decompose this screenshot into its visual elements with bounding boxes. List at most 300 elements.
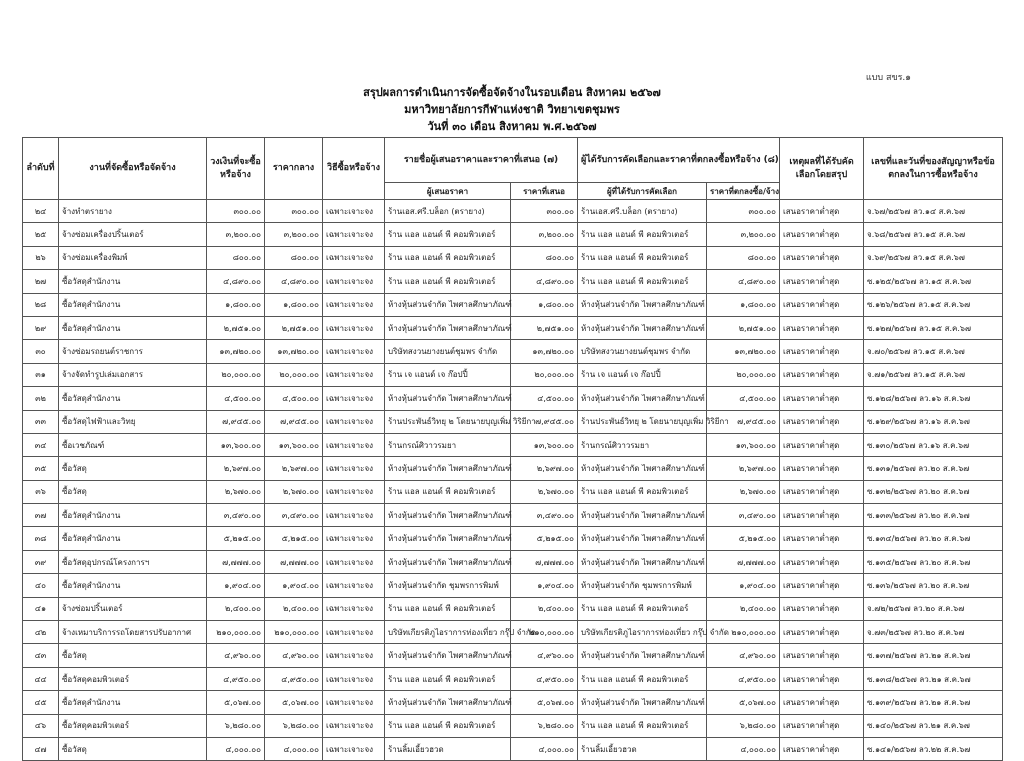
cell-item: จ้างเหมาบริการรถโดยสารปรับอากาศ <box>59 621 207 644</box>
cell-agreed-price: ๒,๖๙๗.๐๐ <box>707 457 780 480</box>
cell-no: ๒๖ <box>23 246 59 269</box>
cell-item: ซื้อวัสดุคอมพิวเตอร์ <box>59 714 207 737</box>
cell-median: ๓,๔๙๐.๐๐ <box>265 504 323 527</box>
cell-budget: ๔,๐๐๐.๐๐ <box>207 737 265 760</box>
header-method: วิธีซื้อหรือจ้าง <box>323 138 385 200</box>
cell-item: ซื้อวัสดุสำนักงาน <box>59 504 207 527</box>
cell-item: ซื้อวัสดุ <box>59 644 207 667</box>
cell-method: เฉพาะเจาะจง <box>323 644 385 667</box>
cell-bidder: บริษัทสงวนยางยนต์ชุมพร จำกัด <box>385 340 511 363</box>
cell-winner: ร้าน แอล แอนด์ พี คอมพิวเตอร์ <box>578 667 707 690</box>
cell-contract: ซ.๑๓๑/๒๕๖๗ ลว.๒๐ ส.ค.๖๗ <box>864 457 1003 480</box>
cell-agreed-price: ๒,๖๗๐.๐๐ <box>707 480 780 503</box>
cell-bid-price: ๗,๙๔๕.๐๐ <box>511 410 578 433</box>
cell-budget: ๑๓,๖๐๐.๐๐ <box>207 433 265 456</box>
cell-no: ๔๖ <box>23 714 59 737</box>
cell-contract: ซ.๑๓๓/๒๕๖๗ ลว.๒๐ ส.ค.๖๗ <box>864 504 1003 527</box>
cell-median: ๒๐,๐๐๐.๐๐ <box>265 363 323 386</box>
table-row <box>23 550 1003 573</box>
cell-bid-price: ๔,๙๖๐.๐๐ <box>511 644 578 667</box>
cell-bid-price: ๒,๖๙๗.๐๐ <box>511 457 578 480</box>
cell-agreed-price: ๒,๗๕๑.๐๐ <box>707 316 780 339</box>
cell-method: เฉพาะเจาะจง <box>323 457 385 480</box>
cell-agreed-price: ๒๑๐,๐๐๐.๐๐ <box>707 621 780 644</box>
cell-bidder: ร้าน แอล แอนด์ พี คอมพิวเตอร์ <box>385 714 511 737</box>
cell-method: เฉพาะเจาะจง <box>323 433 385 456</box>
cell-bid-price: ๒๑๐,๐๐๐.๐๐ <box>511 621 578 644</box>
cell-median: ๕,๐๖๗.๐๐ <box>265 691 323 714</box>
cell-contract: ซ.๑๔๐/๒๕๖๗ ลว.๒๑ ส.ค.๖๗ <box>864 714 1003 737</box>
table-row <box>23 644 1003 667</box>
cell-median: ๑๓,๖๐๐.๐๐ <box>265 433 323 456</box>
cell-no: ๔๑ <box>23 597 59 620</box>
cell-no: ๓๖ <box>23 480 59 503</box>
table-row <box>23 457 1003 480</box>
cell-winner: ร้านลิ้มเอี้ยวฮวด <box>578 737 707 760</box>
cell-method: เฉพาะเจาะจง <box>323 550 385 573</box>
cell-contract: ซ.๑๓๒/๒๕๖๗ ลว.๒๐ ส.ค.๖๗ <box>864 480 1003 503</box>
cell-bidder: ร้าน เจ แอนด์ เจ ก๊อปปี้ <box>385 363 511 386</box>
cell-no: ๒๔ <box>23 200 59 223</box>
cell-winner: ร้าน แอล แอนด์ พี คอมพิวเตอร์ <box>578 714 707 737</box>
cell-contract: ซ.๑๔๑/๒๕๖๗ ลว.๒๒ ส.ค.๖๗ <box>864 737 1003 760</box>
cell-budget: ๓,๔๙๐.๐๐ <box>207 504 265 527</box>
cell-no: ๓๐ <box>23 340 59 363</box>
cell-reason: เสนอราคาต่ำสุด <box>780 363 864 386</box>
table-row <box>23 597 1003 620</box>
cell-method: เฉพาะเจาะจง <box>323 200 385 223</box>
cell-bid-price: ๑,๘๐๐.๐๐ <box>511 293 578 316</box>
cell-item: ซื้อวัสดุ <box>59 480 207 503</box>
cell-reason: เสนอราคาต่ำสุด <box>780 574 864 597</box>
cell-median: ๑,๙๐๔.๐๐ <box>265 574 323 597</box>
cell-bidder: บริษัทเกียรติภูไอราการท่องเที่ยว กรุ๊ป จำกัด <box>385 621 511 644</box>
cell-bid-price: ๓๐๐.๐๐ <box>511 200 578 223</box>
cell-median: ๗,๙๔๕.๐๐ <box>265 410 323 433</box>
form-code: แบบ สขร.๑ <box>865 73 911 83</box>
cell-method: เฉพาะเจาะจง <box>323 340 385 363</box>
cell-item: ซื้อวัสดุสำนักงาน <box>59 316 207 339</box>
cell-bidder: ห้างหุ้นส่วนจำกัด ไพศาลศึกษาภัณฑ์ <box>385 504 511 527</box>
cell-bidder: ร้าน แอล แอนด์ พี คอมพิวเตอร์ <box>385 597 511 620</box>
cell-contract: จ.๖๗/๒๕๖๗ ลว.๑๔ ส.ค.๖๗ <box>864 200 1003 223</box>
cell-agreed-price: ๖,๒๘๐.๐๐ <box>707 714 780 737</box>
cell-budget: ๓,๒๐๐.๐๐ <box>207 223 265 246</box>
cell-method: เฉพาะเจาะจง <box>323 504 385 527</box>
cell-method: เฉพาะเจาะจง <box>323 621 385 644</box>
cell-agreed-price: ๓๐๐.๐๐ <box>707 200 780 223</box>
cell-budget: ๗,๗๗๗.๐๐ <box>207 550 265 573</box>
cell-winner: ห้างหุ้นส่วนจำกัด ไพศาลศึกษาภัณฑ์ <box>578 550 707 573</box>
cell-agreed-price: ๓,๒๐๐.๐๐ <box>707 223 780 246</box>
cell-budget: ๕,๐๖๗.๐๐ <box>207 691 265 714</box>
cell-method: เฉพาะเจาะจง <box>323 387 385 410</box>
cell-contract: ซ.๑๓๙/๒๕๖๗ ลว.๒๑ ส.ค.๖๗ <box>864 691 1003 714</box>
cell-reason: เสนอราคาต่ำสุด <box>780 621 864 644</box>
cell-method: เฉพาะเจาะจง <box>323 293 385 316</box>
cell-budget: ๔,๘๙๐.๐๐ <box>207 270 265 293</box>
cell-agreed-price: ๔,๙๕๐.๐๐ <box>707 667 780 690</box>
cell-item: จ้างซ่อมเครื่องปริ้นเตอร์ <box>59 223 207 246</box>
cell-bidder: ห้างหุ้นส่วนจำกัด ไพศาลศึกษาภัณฑ์ <box>385 316 511 339</box>
cell-method: เฉพาะเจาะจง <box>323 737 385 760</box>
cell-agreed-price: ๑๓,๖๐๐.๐๐ <box>707 433 780 456</box>
cell-agreed-price: ๗,๗๗๗.๐๐ <box>707 550 780 573</box>
cell-item: ซื้อวัสดุอุปกรณ์โครงการฯ <box>59 550 207 573</box>
cell-agreed-price: ๓,๔๙๐.๐๐ <box>707 504 780 527</box>
cell-bidder: ร้าน แอล แอนด์ พี คอมพิวเตอร์ <box>385 246 511 269</box>
header-winner: ผู้ได้รับการคัดเลือกและราคาที่ตกลงซื้อหรือจ้าง (๘) <box>578 138 780 183</box>
cell-bid-price: ๔,๕๐๐.๐๐ <box>511 387 578 410</box>
cell-reason: เสนอราคาต่ำสุด <box>780 200 864 223</box>
cell-contract: ซ.๑๓๘/๒๕๖๗ ลว.๒๑ ส.ค.๖๗ <box>864 667 1003 690</box>
cell-budget: ๗,๙๔๕.๐๐ <box>207 410 265 433</box>
cell-item: ซื้อวัสดุ <box>59 457 207 480</box>
cell-winner: ร้านเอส.ศรี.บล็อก (ตรายาง) <box>578 200 707 223</box>
header-bidders: รายชื่อผู้เสนอราคาและราคาที่เสนอ (๗) <box>385 138 578 183</box>
cell-item: ซื้อวัสดุสำนักงาน <box>59 293 207 316</box>
table-row <box>23 293 1003 316</box>
cell-reason: เสนอราคาต่ำสุด <box>780 644 864 667</box>
table-row <box>23 410 1003 433</box>
cell-method: เฉพาะเจาะจง <box>323 223 385 246</box>
cell-method: เฉพาะเจาะจง <box>323 316 385 339</box>
cell-agreed-price: ๕,๐๖๗.๐๐ <box>707 691 780 714</box>
cell-reason: เสนอราคาต่ำสุด <box>780 316 864 339</box>
cell-method: เฉพาะเจาะจง <box>323 363 385 386</box>
cell-winner: บริษัทสงวนยางยนต์ชุมพร จำกัด <box>578 340 707 363</box>
title-date: วันที่ ๓๐ เดือน สิงหาคม พ.ศ.๒๕๖๗ <box>427 120 597 133</box>
cell-reason: เสนอราคาต่ำสุด <box>780 410 864 433</box>
cell-agreed-price: ๘๐๐.๐๐ <box>707 246 780 269</box>
cell-method: เฉพาะเจาะจง <box>323 714 385 737</box>
cell-median: ๕,๒๑๕.๐๐ <box>265 527 323 550</box>
cell-agreed-price: ๒,๔๐๐.๐๐ <box>707 597 780 620</box>
table-row <box>23 691 1003 714</box>
cell-no: ๓๑ <box>23 363 59 386</box>
cell-median: ๓๐๐.๐๐ <box>265 200 323 223</box>
cell-contract: จ.๗๒/๒๕๖๗ ลว.๒๐ ส.ค.๖๗ <box>864 597 1003 620</box>
cell-bidder: ห้างหุ้นส่วนจำกัด ไพศาลศึกษาภัณฑ์ <box>385 387 511 410</box>
cell-method: เฉพาะเจาะจง <box>323 574 385 597</box>
cell-median: ๒,๔๐๐.๐๐ <box>265 597 323 620</box>
cell-budget: ๒,๔๐๐.๐๐ <box>207 597 265 620</box>
cell-bid-price: ๕,๒๑๕.๐๐ <box>511 527 578 550</box>
cell-bid-price: ๓,๔๙๐.๐๐ <box>511 504 578 527</box>
cell-contract: ซ.๑๓๕/๒๕๖๗ ลว.๒๐ ส.ค.๖๗ <box>864 550 1003 573</box>
cell-reason: เสนอราคาต่ำสุด <box>780 293 864 316</box>
cell-bid-price: ๒๐,๐๐๐.๐๐ <box>511 363 578 386</box>
cell-no: ๒๗ <box>23 270 59 293</box>
cell-item: จ้างซ่อมเครื่องพิมพ์ <box>59 246 207 269</box>
cell-contract: ซ.๑๓๖/๒๕๖๗ ลว.๒๐ ส.ค.๖๗ <box>864 574 1003 597</box>
cell-median: ๔,๕๐๐.๐๐ <box>265 387 323 410</box>
header-sub-winner: ผู้ที่ได้รับการคัดเลือก <box>578 183 707 200</box>
cell-no: ๓๕ <box>23 457 59 480</box>
cell-bidder: ห้างหุ้นส่วนจำกัด ไพศาลศึกษาภัณฑ์ <box>385 644 511 667</box>
header-contract: เลขที่และวันที่ของสัญญาหรือข้อตกลงในการซื้อหรือจ้าง <box>864 138 1003 200</box>
cell-no: ๔๓ <box>23 644 59 667</box>
table-body <box>23 200 1003 761</box>
cell-reason: เสนอราคาต่ำสุด <box>780 597 864 620</box>
cell-bidder: ห้างหุ้นส่วนจำกัด ไพศาลศึกษาภัณฑ์ <box>385 457 511 480</box>
cell-agreed-price: ๔,๘๙๐.๐๐ <box>707 270 780 293</box>
cell-contract: จ.๗๓/๒๕๖๗ ลว.๒๐ ส.ค.๖๗ <box>864 621 1003 644</box>
cell-winner: ห้างหุ้นส่วนจำกัด ไพศาลศึกษาภัณฑ์ <box>578 293 707 316</box>
cell-agreed-price: ๔,๐๐๐.๐๐ <box>707 737 780 760</box>
cell-no: ๓๓ <box>23 410 59 433</box>
cell-median: ๓,๒๐๐.๐๐ <box>265 223 323 246</box>
cell-budget: ๒๐,๐๐๐.๐๐ <box>207 363 265 386</box>
table-row <box>23 527 1003 550</box>
cell-budget: ๑,๙๐๔.๐๐ <box>207 574 265 597</box>
table-row <box>23 667 1003 690</box>
cell-item: ซื้อวัสดุสำนักงาน <box>59 574 207 597</box>
cell-no: ๓๔ <box>23 433 59 456</box>
cell-item: ซื้อวัสดุสำนักงาน <box>59 527 207 550</box>
cell-contract: ซ.๑๒๖/๒๕๖๗ ลว.๑๕ ส.ค.๖๗ <box>864 293 1003 316</box>
cell-budget: ๓๐๐.๐๐ <box>207 200 265 223</box>
cell-item: ซื้อเวชภัณฑ์ <box>59 433 207 456</box>
cell-no: ๓๗ <box>23 504 59 527</box>
cell-winner: ร้าน แอล แอนด์ พี คอมพิวเตอร์ <box>578 223 707 246</box>
cell-contract: ซ.๑๒๗/๒๕๖๗ ลว.๑๕ ส.ค.๖๗ <box>864 316 1003 339</box>
cell-bidder: ห้างหุ้นส่วนจำกัด ไพศาลศึกษาภัณฑ์ <box>385 691 511 714</box>
cell-winner: ห้างหุ้นส่วนจำกัด ไพศาลศึกษาภัณฑ์ <box>578 691 707 714</box>
title-university: มหาวิทยาลัยการกีฬาแห่งชาติ วิทยาเขตชุมพร <box>404 103 620 116</box>
cell-bidder: ห้างหุ้นส่วนจำกัด ไพศาลศึกษาภัณฑ์ <box>385 527 511 550</box>
header-sub-bid-price: ราคาที่เสนอ <box>511 183 578 200</box>
cell-contract: ซ.๑๒๘/๒๕๖๗ ลว.๑๖ ส.ค.๖๗ <box>864 387 1003 410</box>
cell-budget: ๔,๙๖๐.๐๐ <box>207 644 265 667</box>
cell-median: ๒,๗๕๑.๐๐ <box>265 316 323 339</box>
cell-winner: ห้างหุ้นส่วนจำกัด ไพศาลศึกษาภัณฑ์ <box>578 527 707 550</box>
cell-method: เฉพาะเจาะจง <box>323 597 385 620</box>
cell-no: ๔๗ <box>23 737 59 760</box>
procurement-table <box>22 137 1003 761</box>
cell-no: ๔๕ <box>23 691 59 714</box>
cell-winner: ร้าน แอล แอนด์ พี คอมพิวเตอร์ <box>578 246 707 269</box>
table-row <box>23 574 1003 597</box>
cell-reason: เสนอราคาต่ำสุด <box>780 504 864 527</box>
cell-bidder: ร้านกรณ์ศิวาวรมยา <box>385 433 511 456</box>
cell-reason: เสนอราคาต่ำสุด <box>780 223 864 246</box>
cell-contract: ซ.๑๓๐/๒๕๖๗ ลว.๑๖ ส.ค.๖๗ <box>864 433 1003 456</box>
cell-reason: เสนอราคาต่ำสุด <box>780 340 864 363</box>
cell-method: เฉพาะเจาะจง <box>323 480 385 503</box>
cell-agreed-price: ๕,๒๑๕.๐๐ <box>707 527 780 550</box>
cell-median: ๒,๖๙๗.๐๐ <box>265 457 323 480</box>
cell-agreed-price: ๒๐,๐๐๐.๐๐ <box>707 363 780 386</box>
cell-bid-price: ๑๓,๖๐๐.๐๐ <box>511 433 578 456</box>
cell-reason: เสนอราคาต่ำสุด <box>780 714 864 737</box>
cell-method: เฉพาะเจาะจง <box>323 410 385 433</box>
cell-winner: ห้างหุ้นส่วนจำกัด ไพศาลศึกษาภัณฑ์ <box>578 387 707 410</box>
document-titles <box>0 84 1024 135</box>
cell-item: ซื้อวัสดุสำนักงาน <box>59 387 207 410</box>
cell-contract: จ.๗๑/๒๕๖๗ ลว.๑๕ ส.ค.๖๗ <box>864 363 1003 386</box>
header-sub-bidder: ผู้เสนอราคา <box>385 183 511 200</box>
table-row <box>23 270 1003 293</box>
cell-median: ๔,๐๐๐.๐๐ <box>265 737 323 760</box>
cell-budget: ๒๑๐,๐๐๐.๐๐ <box>207 621 265 644</box>
cell-bid-price: ๔,๙๕๐.๐๐ <box>511 667 578 690</box>
cell-item: ซื้อวัสดุคอมพิวเตอร์ <box>59 667 207 690</box>
cell-budget: ๕,๒๑๕.๐๐ <box>207 527 265 550</box>
cell-method: เฉพาะเจาะจง <box>323 246 385 269</box>
cell-bidder: ร้านเอส.ศรี.บล็อก (ตรายาง) <box>385 200 511 223</box>
cell-winner: ร้าน เจ แอนด์ เจ ก๊อปปี้ <box>578 363 707 386</box>
cell-bidder: ร้าน แอล แอนด์ พี คอมพิวเตอร์ <box>385 223 511 246</box>
cell-winner: ห้างหุ้นส่วนจำกัด ไพศาลศึกษาภัณฑ์ <box>578 316 707 339</box>
cell-bid-price: ๗,๗๗๗.๐๐ <box>511 550 578 573</box>
table-row <box>23 246 1003 269</box>
cell-winner: ร้านประพันธ์วิทยุ ๒ โดยนายบุญเพิ่ม วิริยีกา <box>578 410 707 433</box>
cell-no: ๔๔ <box>23 667 59 690</box>
cell-no: ๒๘ <box>23 293 59 316</box>
cell-no: ๔๒ <box>23 621 59 644</box>
table-row <box>23 714 1003 737</box>
cell-budget: ๒,๖๙๗.๐๐ <box>207 457 265 480</box>
cell-bidder: ร้านประพันธ์วิทยุ ๒ โดยนายบุญเพิ่ม วิริยีกา <box>385 410 511 433</box>
cell-bidder: ร้านลิ้มเอี้ยวฮวด <box>385 737 511 760</box>
table-row <box>23 504 1003 527</box>
cell-method: เฉพาะเจาะจง <box>323 270 385 293</box>
table-row <box>23 200 1003 223</box>
cell-agreed-price: ๑,๘๐๐.๐๐ <box>707 293 780 316</box>
cell-bid-price: ๒,๗๕๑.๐๐ <box>511 316 578 339</box>
cell-contract: จ.๗๐/๒๕๖๗ ลว.๑๕ ส.ค.๖๗ <box>864 340 1003 363</box>
cell-budget: ๒,๗๕๑.๐๐ <box>207 316 265 339</box>
cell-bid-price: ๔,๘๙๐.๐๐ <box>511 270 578 293</box>
cell-bid-price: ๔,๐๐๐.๐๐ <box>511 737 578 760</box>
cell-bidder: ห้างหุ้นส่วนจำกัด ไพศาลศึกษาภัณฑ์ <box>385 550 511 573</box>
cell-item: ซื้อวัสดุ <box>59 737 207 760</box>
table-row <box>23 387 1003 410</box>
cell-bid-price: ๓,๒๐๐.๐๐ <box>511 223 578 246</box>
cell-item: ซื้อวัสดุสำนักงาน <box>59 270 207 293</box>
table-row <box>23 480 1003 503</box>
cell-no: ๓๘ <box>23 527 59 550</box>
cell-bidder: ร้าน แอล แอนด์ พี คอมพิวเตอร์ <box>385 270 511 293</box>
cell-agreed-price: ๔,๕๐๐.๐๐ <box>707 387 780 410</box>
cell-reason: เสนอราคาต่ำสุด <box>780 737 864 760</box>
cell-budget: ๔,๙๕๐.๐๐ <box>207 667 265 690</box>
cell-winner: ร้าน แอล แอนด์ พี คอมพิวเตอร์ <box>578 597 707 620</box>
cell-budget: ๔,๕๐๐.๐๐ <box>207 387 265 410</box>
cell-winner: ห้างหุ้นส่วนจำกัด ไพศาลศึกษาภัณฑ์ <box>578 457 707 480</box>
cell-budget: ๑,๘๐๐.๐๐ <box>207 293 265 316</box>
cell-reason: เสนอราคาต่ำสุด <box>780 387 864 410</box>
cell-bid-price: ๘๐๐.๐๐ <box>511 246 578 269</box>
cell-contract: ซ.๑๓๗/๒๕๖๗ ลว.๒๑ ส.ค.๖๗ <box>864 644 1003 667</box>
table-row <box>23 621 1003 644</box>
table-row <box>23 223 1003 246</box>
cell-winner: ห้างหุ้นส่วนจำกัด ไพศาลศึกษาภัณฑ์ <box>578 644 707 667</box>
cell-reason: เสนอราคาต่ำสุด <box>780 246 864 269</box>
cell-bid-price: ๒,๔๐๐.๐๐ <box>511 597 578 620</box>
cell-median: ๒๑๐,๐๐๐.๐๐ <box>265 621 323 644</box>
cell-method: เฉพาะเจาะจง <box>323 527 385 550</box>
cell-median: ๘๐๐.๐๐ <box>265 246 323 269</box>
cell-median: ๖,๒๘๐.๐๐ <box>265 714 323 737</box>
cell-item: ซื้อวัสดุไฟฟ้าและวิทยุ <box>59 410 207 433</box>
header-sub-agreed-price: ราคาที่ตกลงซื้อ/จ้าง <box>707 183 780 200</box>
cell-bid-price: ๑๓,๗๒๐.๐๐ <box>511 340 578 363</box>
cell-contract: ซ.๑๒๙/๒๕๖๗ ลว.๑๖ ส.ค.๖๗ <box>864 410 1003 433</box>
cell-contract: จ.๖๙/๒๕๖๗ ลว.๑๕ ส.ค.๖๗ <box>864 246 1003 269</box>
header-item: งานที่จัดซื้อหรือจัดจ้าง <box>59 138 207 200</box>
cell-winner: ห้างหุ้นส่วนจำกัด ไพศาลศึกษาภัณฑ์ <box>578 504 707 527</box>
cell-reason: เสนอราคาต่ำสุด <box>780 691 864 714</box>
cell-agreed-price: ๑๓,๗๒๐.๐๐ <box>707 340 780 363</box>
cell-bid-price: ๖,๒๘๐.๐๐ <box>511 714 578 737</box>
cell-budget: ๖,๒๘๐.๐๐ <box>207 714 265 737</box>
cell-median: ๑๓,๗๒๐.๐๐ <box>265 340 323 363</box>
cell-bid-price: ๕,๐๖๗.๐๐ <box>511 691 578 714</box>
table-row <box>23 316 1003 339</box>
cell-reason: เสนอราคาต่ำสุด <box>780 457 864 480</box>
cell-reason: เสนอราคาต่ำสุด <box>780 433 864 456</box>
table-row <box>23 340 1003 363</box>
cell-item: จ้างจัดทำรูปเล่มเอกสาร <box>59 363 207 386</box>
cell-method: เฉพาะเจาะจง <box>323 691 385 714</box>
cell-reason: เสนอราคาต่ำสุด <box>780 480 864 503</box>
cell-bidder: ร้าน แอล แอนด์ พี คอมพิวเตอร์ <box>385 480 511 503</box>
cell-winner: ร้านกรณ์ศิวาวรมยา <box>578 433 707 456</box>
cell-median: ๔,๙๕๐.๐๐ <box>265 667 323 690</box>
cell-contract: จ.๖๘/๒๕๖๗ ลว.๑๕ ส.ค.๖๗ <box>864 223 1003 246</box>
table-row <box>23 433 1003 456</box>
cell-winner: ห้างหุ้นส่วนจำกัด ชุมพรการพิมพ์ <box>578 574 707 597</box>
cell-budget: ๘๐๐.๐๐ <box>207 246 265 269</box>
cell-contract: ซ.๑๓๔/๒๕๖๗ ลว.๒๐ ส.ค.๖๗ <box>864 527 1003 550</box>
cell-bid-price: ๑,๙๐๔.๐๐ <box>511 574 578 597</box>
cell-bid-price: ๒,๖๗๐.๐๐ <box>511 480 578 503</box>
cell-agreed-price: ๗,๙๔๕.๐๐ <box>707 410 780 433</box>
cell-bidder: ร้าน แอล แอนด์ พี คอมพิวเตอร์ <box>385 667 511 690</box>
title-summary: สรุปผลการดำเนินการจัดซื้อจัดจ้างในรอบเดือน สิงหาคม ๒๕๖๗ <box>363 86 661 99</box>
cell-winner: ร้าน แอล แอนด์ พี คอมพิวเตอร์ <box>578 480 707 503</box>
header-budget: วงเงินที่จะซื้อหรือจ้าง <box>207 138 265 200</box>
cell-reason: เสนอราคาต่ำสุด <box>780 270 864 293</box>
header-reason: เหตุผลที่ได้รับคัดเลือกโดยสรุป <box>780 138 864 200</box>
cell-budget: ๒,๖๗๐.๐๐ <box>207 480 265 503</box>
cell-median: ๑,๘๐๐.๐๐ <box>265 293 323 316</box>
cell-bidder: ห้างหุ้นส่วนจำกัด ไพศาลศึกษาภัณฑ์ <box>385 293 511 316</box>
header-no: ลำดับที่ <box>23 138 59 200</box>
cell-reason: เสนอราคาต่ำสุด <box>780 527 864 550</box>
cell-reason: เสนอราคาต่ำสุด <box>780 550 864 573</box>
cell-item: จ้างซ่อมปริ้นเตอร์ <box>59 597 207 620</box>
cell-method: เฉพาะเจาะจง <box>323 667 385 690</box>
cell-agreed-price: ๔,๙๖๐.๐๐ <box>707 644 780 667</box>
cell-winner: ร้าน แอล แอนด์ พี คอมพิวเตอร์ <box>578 270 707 293</box>
cell-bidder: ห้างหุ้นส่วนจำกัด ชุมพรการพิมพ์ <box>385 574 511 597</box>
cell-item: จ้างทำตรายาง <box>59 200 207 223</box>
cell-median: ๗,๗๗๗.๐๐ <box>265 550 323 573</box>
cell-contract: ซ.๑๒๕/๒๕๖๗ ลว.๑๕ ส.ค.๖๗ <box>864 270 1003 293</box>
table-row <box>23 363 1003 386</box>
table-row <box>23 737 1003 760</box>
cell-winner: บริษัทเกียรติภูไอราการท่องเที่ยว กรุ๊ป จำกัด <box>578 621 707 644</box>
cell-agreed-price: ๑,๙๐๔.๐๐ <box>707 574 780 597</box>
cell-no: ๓๒ <box>23 387 59 410</box>
cell-item: ซื้อวัสดุสำนักงาน <box>59 691 207 714</box>
cell-no: ๓๙ <box>23 550 59 573</box>
cell-median: ๒,๖๗๐.๐๐ <box>265 480 323 503</box>
cell-no: ๔๐ <box>23 574 59 597</box>
